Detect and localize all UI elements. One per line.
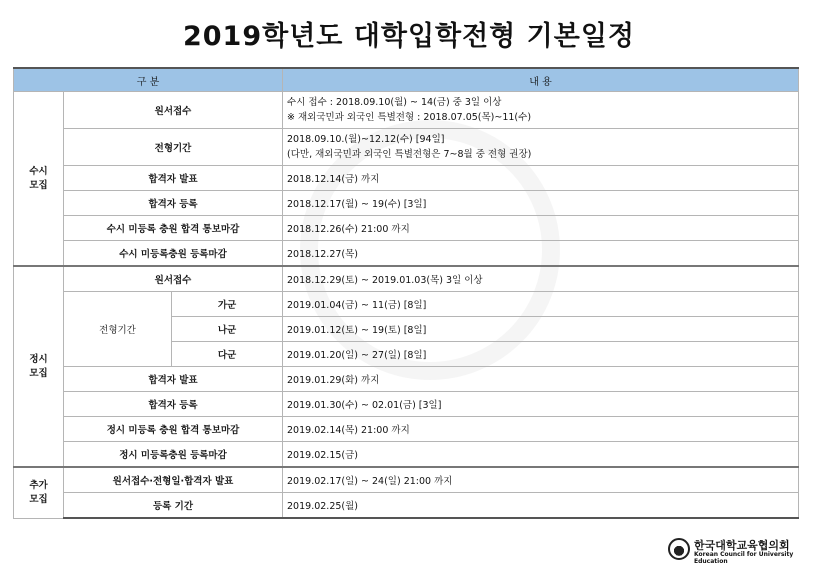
category-label: 모집 [29, 493, 48, 505]
category-jeongsi [14, 266, 64, 467]
row-value: 2019.01.12(토) ~ 19(토) [8일] [283, 317, 799, 342]
footer-org-korean: 한국대학교육협의회 [694, 539, 790, 552]
row-value: 2019.02.14(목) 21:00 까지 [283, 417, 799, 442]
row-value [283, 129, 799, 166]
row-value: 2019.01.30(수) ~ 02.01(금) [3일] [283, 392, 799, 417]
row-value: 2018.12.17(월) ~ 19(수) [3일] [283, 191, 799, 216]
row-value: 2019.02.17(일) ~ 24(일) 21:00 까지 [283, 467, 799, 493]
row-value: 2018.12.29(토) ~ 2019.01.03(목) 3일 이상 [283, 266, 799, 292]
row-value: 2019.01.04(금) ~ 11(금) [8일] [283, 292, 799, 317]
table-row [14, 191, 799, 216]
row-item: 합격자 발표 [64, 367, 283, 392]
row-value: 2019.01.29(화) 까지 [283, 367, 799, 392]
row-value: 2019.02.25(월) [283, 493, 799, 519]
row-value: 2018.12.26(수) 21:00 까지 [283, 216, 799, 241]
table-row [14, 292, 799, 317]
table-row [14, 241, 799, 267]
group-name: 나군 [172, 317, 283, 342]
category-label: 추가 [29, 479, 48, 491]
schedule-table [13, 67, 799, 519]
group-name: 가군 [172, 292, 283, 317]
category-label: 모집 [29, 179, 48, 191]
category-label: 정시 [29, 353, 48, 365]
table-row [14, 92, 799, 129]
page-title: 2019학년도 대학입학전형 기본일정 [182, 21, 635, 52]
header-category: 구 분 [14, 68, 283, 92]
row-item: 정시 미등록충원 등록마감 [64, 442, 283, 468]
table-row [14, 266, 799, 292]
value-line: (다만, 재외국민과 외국인 특별전형은 7~8월 중 전형 권장) [287, 149, 532, 160]
value-line: ※ 재외국민과 외국인 특별전형 : 2018.07.05(목)~11(수) [287, 112, 532, 123]
row-item: 정시 미등록 충원 합격 통보마감 [64, 417, 283, 442]
row-item: 합격자 발표 [64, 166, 283, 191]
group-name: 다군 [172, 342, 283, 367]
row-item: 전형기간 [64, 292, 172, 367]
row-value: 2018.12.14(금) 까지 [283, 166, 799, 191]
category-label: 수시 [29, 165, 48, 177]
table-row [14, 392, 799, 417]
table-row [14, 467, 799, 493]
table-row [14, 367, 799, 392]
row-item: 수시 미등록충원 등록마감 [64, 241, 283, 267]
footer-org-english: Korean Council for University Education [694, 551, 794, 565]
row-item: 원서접수 [64, 266, 283, 292]
row-value [283, 92, 799, 129]
header-content: 내 용 [283, 68, 799, 92]
kcue-logo-icon [668, 538, 690, 560]
table-header-row [14, 68, 799, 92]
table-row [14, 417, 799, 442]
table-row [14, 166, 799, 191]
value-line: 수시 접수 : 2018.09.10(월) ~ 14(금) 중 3일 이상 [287, 97, 502, 108]
row-item: 수시 미등록 충원 합격 통보마감 [64, 216, 283, 241]
row-value: 2018.12.27(목) [283, 241, 799, 267]
row-item: 합격자 등록 [64, 392, 283, 417]
row-value: 2019.02.15(금) [283, 442, 799, 468]
value-line: 2018.09.10.(월)~12.12(수) [94일] [287, 134, 445, 145]
table-row [14, 129, 799, 166]
table-row [14, 442, 799, 468]
category-chuga [14, 467, 64, 518]
category-susi [14, 92, 64, 267]
row-item: 전형기간 [64, 129, 283, 166]
table-row [14, 216, 799, 241]
row-item: 원서접수·전형일·합격자 발표 [64, 467, 283, 493]
table-row [14, 493, 799, 519]
row-item: 원서접수 [64, 92, 283, 129]
row-item: 등록 기간 [64, 493, 283, 519]
row-item: 합격자 등록 [64, 191, 283, 216]
row-value: 2019.01.20(일) ~ 27(일) [8일] [283, 342, 799, 367]
category-label: 모집 [29, 367, 48, 379]
